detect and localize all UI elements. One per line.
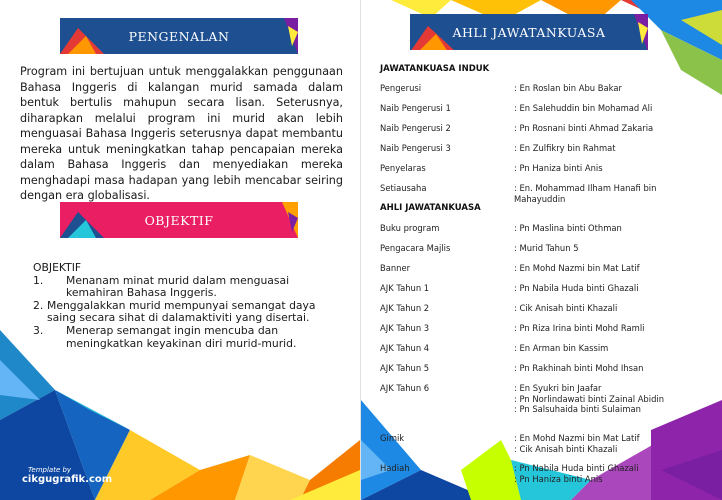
right-page	[361, 0, 722, 500]
objectives-heading: OBJEKTIF	[33, 261, 82, 274]
committee-row: Naib Pengerusi 2 : Pn Rosnani binti Ahmad Zakaria	[380, 123, 654, 133]
banner-ahli-jawatankuasa	[410, 14, 648, 50]
intro-paragraph: Program ini bertujuan untuk menggalakkan penggunaan Bahasa Inggeris di kalangan murid samada dalam bentuk bertulis mahupun secara lisan. Seterusnya, diharapkan melalui program ini murid akan lebih menguasai Bahasa Inggeris seterusnya dapat membantu mereka untuk meningkatkan tahap pencapaian mereka dalam Bahasa Inggeris dan menyediakan mereka menghadapi masa hadapan yang lebih mencabar seiring dengan era globalisasi.	[20, 65, 343, 202]
left-page	[0, 0, 360, 500]
objective-item: 2. Menggalakkan murid mempunyai semangat daya saing secara sihat di dalamaktiviti yang disertai.	[33, 298, 316, 325]
banner-objektif	[60, 202, 298, 238]
committee-row: Pengacara Majlis : Murid Tahun 5	[380, 243, 579, 253]
committee-row: Naib Pengerusi 1 : En Salehuddin bin Mohamad Ali	[380, 103, 653, 113]
banner-pengenalan	[60, 18, 298, 54]
section-title-ajk: AHLI JAWATANKUASA	[380, 203, 481, 213]
committee-row: AJK Tahun 5 : Pn Rakhinah binti Mohd Ihsan	[380, 363, 644, 373]
committee-row: AJK Tahun 4 : En Arman bin Kassim	[380, 343, 609, 353]
credit-site: cikgugrafik.com	[22, 474, 113, 485]
committee-row: Hadiah : Pn Nabila Huda binti Ghazali : Pn Haniza binti Anis	[380, 463, 639, 484]
objective-item: 1. Menanam minat murid dalam menguasai kemahiran Bahasa Inggeris.	[33, 273, 290, 300]
banner-ahli-jawatankuasa-title: AHLI JAWATANKUASA	[452, 24, 606, 40]
committee-row: AJK Tahun 1 : Pn Nabila Huda binti Ghazali	[380, 283, 639, 293]
section-title-induk: JAWATANKUASA INDUK	[380, 64, 490, 74]
committee-row: AJK Tahun 3 : Pn Riza Irina binti Mohd Ramli	[380, 323, 645, 333]
template-credit	[22, 466, 112, 485]
committee-row: Naib Pengerusi 3 : En Zulfikry bin Rahmat	[380, 143, 616, 153]
objectives-block	[33, 262, 341, 350]
committee-row: Pengerusi : En Roslan bin Abu Bakar	[380, 83, 622, 93]
committee-row: AJK Tahun 2 : Cik Anisah binti Khazali	[380, 303, 618, 313]
committee-row: Setiausaha : En. Mohammad Ilham Hanafi bin Mahayuddin	[380, 183, 657, 204]
banner-pengenalan-title: PENGENALAN	[128, 28, 230, 44]
committee-row: Penyelaras : Pn Haniza binti Anis	[380, 163, 603, 173]
committee-row: Banner : En Mohd Nazmi bin Mat Latif	[380, 263, 640, 273]
credit-label: Template by	[28, 466, 72, 474]
objective-item: 3. Menerap semangat ingin mencuba dan meningkatkan keyakinan diri murid-murid.	[33, 323, 297, 350]
banner-objektif-title: OBJEKTIF	[144, 212, 214, 228]
committee-row: Gimik : En Mohd Nazmi bin Mat Latif : Cik Anisah binti Khazali	[380, 433, 640, 454]
committee-row: Buku program : Pn Maslina binti Othman	[380, 223, 622, 233]
committee-row: AJK Tahun 6 : En Syukri bin Jaafar : Pn Norlindawati binti Zainal Abidin : Pn Salsuhaida binti Sulaiman	[380, 383, 665, 414]
